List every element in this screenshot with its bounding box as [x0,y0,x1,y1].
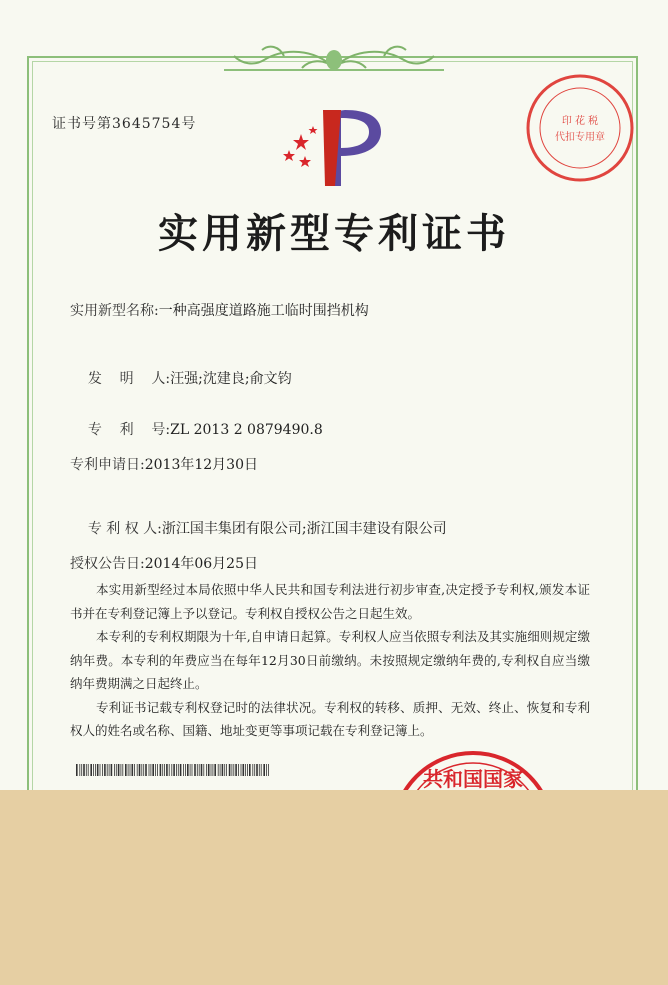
official-seal [398,738,548,790]
utility-model-name-field [70,300,369,320]
field-value: 一种高强度道路施工临时围挡机构 [158,303,369,319]
grant-date-field [70,553,258,573]
field-value: 汪强;沈建良;俞文钧 [170,371,292,387]
cnipa-logo-icon [279,106,387,192]
field-value: ZL 2013 2 0879490.8 [170,422,323,438]
field-label: 专 利 权 人: [87,521,162,537]
patent-number-field [70,403,323,455]
body-paragraph: 本实用新型经过本局依照中华人民共和国专利法进行初步审查,决定授予专利权,颁发本证书并在专利登记簿上予以登记。专利权自授权公告之日起生效。 [70,582,590,621]
field-value: 2014年06月25日 [144,556,258,572]
body-paragraph: 本专利的专利权期限为十年,自申请日起算。专利权人应当依照专利法及其实施细则规定缴纳年费。本专利的年费应当在每年12月30日前缴纳。未按照规定缴纳年费的,专利权自应当缴纳年费期满之日起终止。 [70,629,590,691]
field-value: 浙江国丰集团有限公司;浙江国丰建设有限公司 [161,521,447,537]
decorative-ornament [224,38,444,78]
filing-date-field [70,454,258,474]
certificate-title: 实用新型专利证书 [158,210,510,257]
patentee-field [70,502,447,554]
tax-stamp [524,72,636,184]
certificate-body [70,578,590,743]
inventor-field [70,352,292,404]
svg-text:印 花 税: 印 花 税 [561,116,599,127]
seal-text: 共和国国家 [423,767,523,790]
field-label: 实用新型名称: [70,303,159,319]
bottom-background [0,790,668,985]
field-label: 专利申请日: [70,457,145,473]
svg-text:代扣专用章: 代扣专用章 [555,132,605,143]
body-paragraph: 专利证书记载专利权登记时的法律状况。专利权的转移、质押、无效、终止、恢复和专利权人的姓名或名称、国籍、地址变更等事项记载在专利登记簿上。 [70,699,590,738]
certificate-number: 证书号第3645754号 [52,116,197,132]
field-label: 专 利 号: [87,422,171,438]
field-value: 2013年12月30日 [144,457,258,473]
field-label: 发 明 人: [87,371,171,387]
barcode [76,764,271,776]
field-label: 授权公告日: [70,556,145,572]
